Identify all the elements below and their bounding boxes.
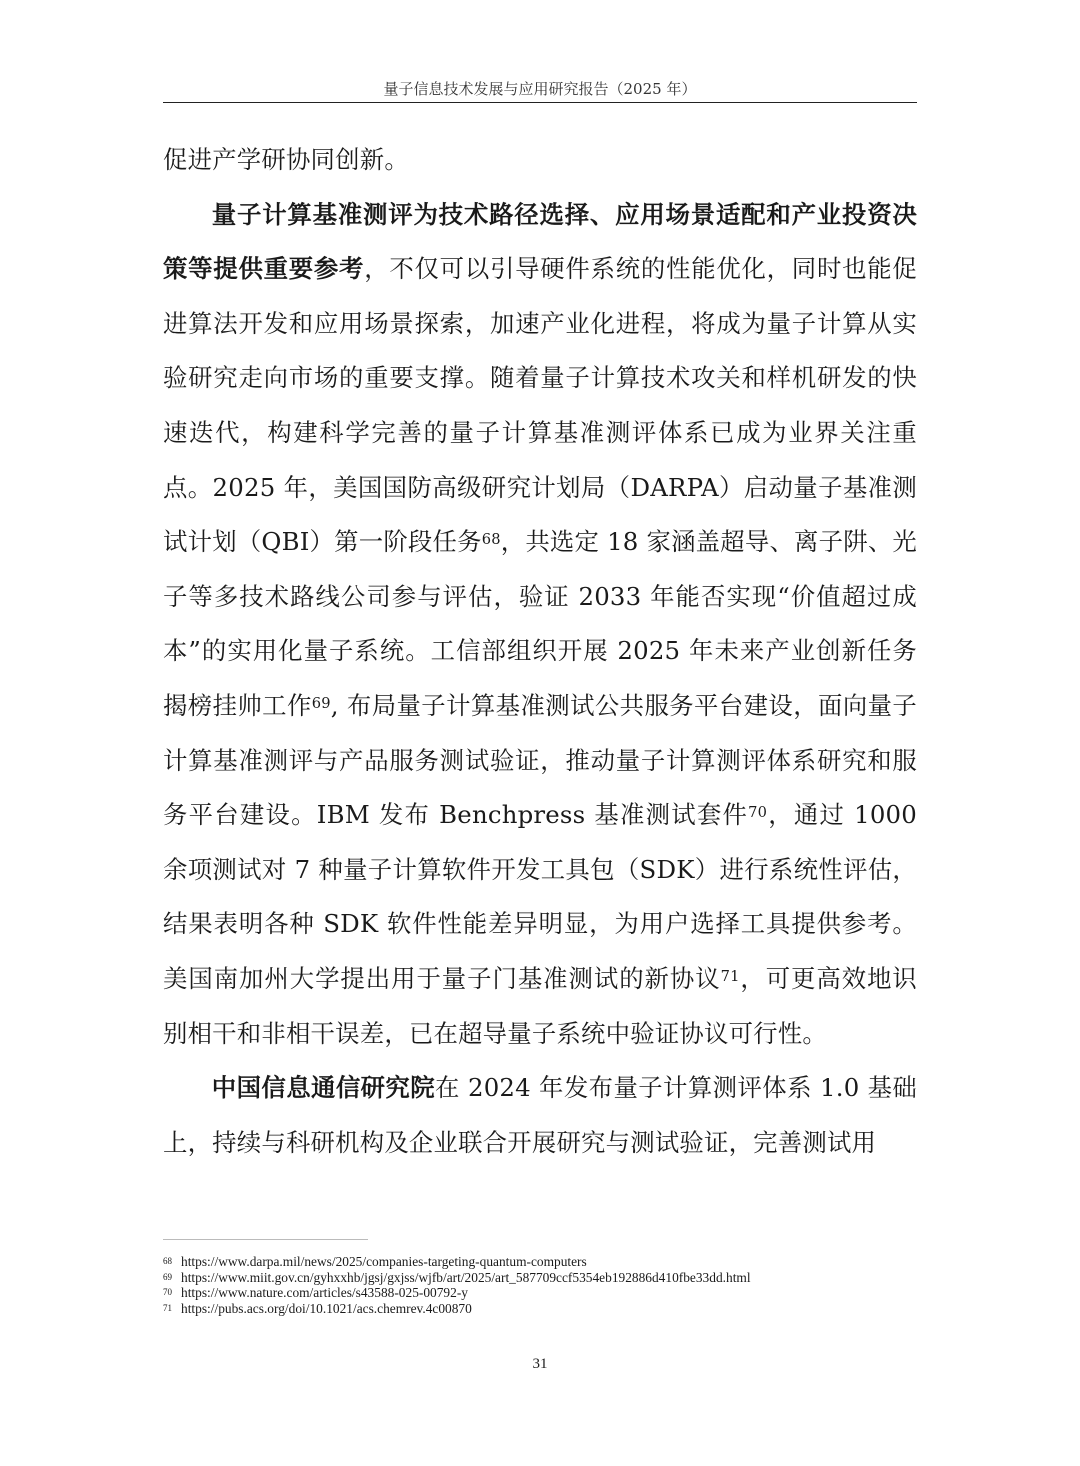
paragraph-2-text-2: ，共选定 18 家涵盖超导、离子阱、光子等多技术路线公司参与评估，验证 2033 年能否实现“价值超过成本”的实用化量子系统。工信部组织开展 2025 年未来产业创新任务揭榜挂帅工作	[163, 527, 918, 720]
page-number: 31	[532, 1356, 548, 1372]
footnote-link[interactable]: https://pubs.acs.org/doi/10.1021/acs.chemrev.4c00870	[181, 1300, 472, 1316]
paragraph-2	[163, 188, 917, 1062]
footnote-69	[163, 1270, 917, 1286]
footnote-ref-71: 71	[720, 967, 740, 985]
footnote-ref-70: 70	[748, 804, 768, 822]
footnote-number: 71	[163, 1302, 172, 1313]
footnote-rule	[163, 1239, 368, 1240]
paragraph-2-text-5: ，可更高效地识别相干和非相干误差，已在超导量子系统中验证协议可行性。	[163, 963, 918, 1048]
footnote-link[interactable]: https://www.nature.com/articles/s43588-025-00792-y	[181, 1285, 468, 1300]
footnote-ref-68: 68	[481, 531, 501, 549]
paragraph-2-lead: 量子计算基准测评为技术路径选择、应用场景适配和产业投资决策等提供重要参考	[163, 199, 917, 284]
paragraph-2-text-3: , 布局量子计算基准测试公共服务平台建设，面向量子计算基准测评与产品服务测试验证，推动量子计算测评体系研究和服务平台建设。IBM 发布 Benchpress 基准测试套件	[163, 690, 917, 830]
paragraph-3	[163, 1061, 917, 1170]
footnote-68	[163, 1254, 917, 1270]
paragraph-2-text-4: ，通过 1000 余项测试对 7 种量子计算软件开发工具包（SDK）进行系统性评估，结果表明各种 SDK 软件性能差异明显，为用户选择工具提供参考。美国南加州大学提出用于量子门基准测试的新协议	[163, 800, 917, 993]
page-header: 量子信息技术发展与应用研究报告（2025 年）	[383, 80, 697, 98]
footnote-link[interactable]: https://www.miit.gov.cn/gyhxxhb/jgsj/gxjss/wjfb/art/2025/art_587709ccf5354eb192886d410fbe33dd.html	[181, 1269, 751, 1285]
header-rule	[163, 102, 917, 103]
footnote-number: 70	[163, 1287, 172, 1297]
footnote-number: 68	[163, 1256, 172, 1266]
footnotes	[163, 1254, 917, 1316]
paragraph-3-text: 在 2024 年发布量子计算测评体系 1.0 基础上，持续与科研机构及企业联合开展研究与测试验证，完善测试用	[163, 1073, 917, 1157]
footnote-71	[163, 1301, 917, 1317]
body-text	[163, 133, 917, 1170]
footnote-number: 69	[163, 1271, 172, 1282]
footnote-link[interactable]: https://www.darpa.mil/news/2025/companies-targeting-quantum-computers	[181, 1254, 587, 1269]
footnote-ref-69: 69	[311, 694, 331, 712]
paragraph-1: 促进产学研协同创新。	[163, 145, 409, 174]
paragraph-2-text-1: ，不仅可以引导硬件系统的性能优化，同时也能促进算法开发和应用场景探索，加速产业化进程，将成为量子计算从实验研究走向市场的重要支撑。随着量子计算技术攻关和样机研发的快速迭代，构建科学完善的量子计算基准测评体系已成为业界关注重点。2025 年，美国国防高级研究计划局（DARPA）启动量子基准测试计划（QBI）第一阶段任务	[163, 254, 917, 557]
paragraph-3-lead: 中国信息通信研究院	[211, 1073, 436, 1103]
footnote-70	[163, 1285, 917, 1301]
